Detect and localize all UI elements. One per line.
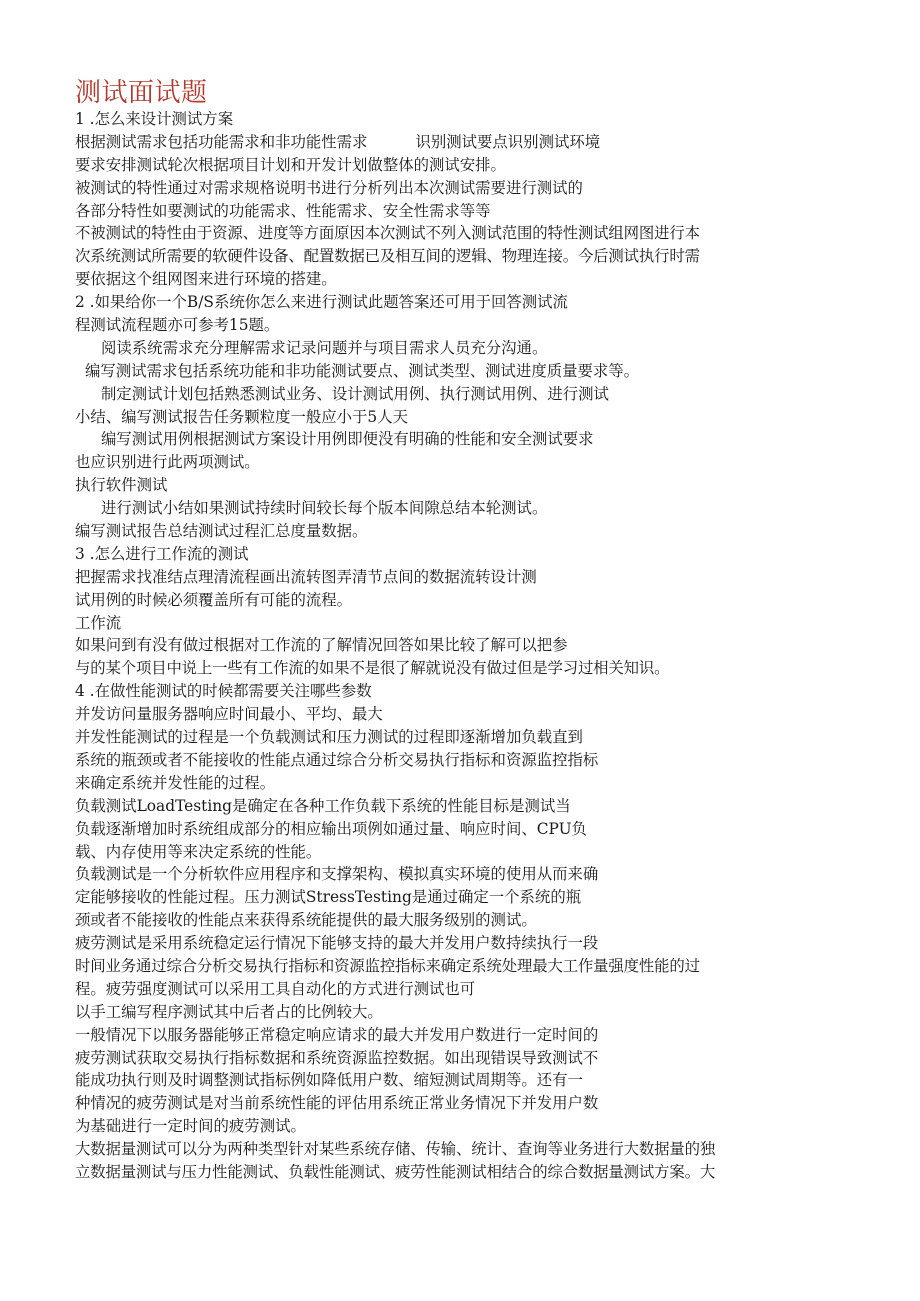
paragraph-line: 疲劳测试是采用系统稳定运行情况下能够支持的最大并发用户数持续执行一段 — [75, 934, 599, 953]
heading-question-1: 1 .怎么来设计测试方案 — [75, 110, 234, 128]
paragraph-line: 各部分特性如要测试的功能需求、性能需求、安全性需求等等 — [75, 201, 491, 220]
paragraph-line: 编写测试报告总结测试过程汇总度量数据。 — [75, 522, 368, 541]
paragraph-line: 负载逐渐增加时系统组成部分的相应输出项例如通过量、响应时间、CPU负 — [75, 819, 587, 838]
paragraph-line: 负载测试是一个分析软件应用程序和支撑架构、模拟真实环境的使用从而来确 — [75, 865, 599, 884]
paragraph-line: 种情况的疲劳测试是对当前系统性能的评估用系统正常业务情况下并发用户数 — [75, 1094, 599, 1113]
paragraph-line: 载、内存使用等来决定系统的性能。 — [75, 842, 322, 861]
paragraph-line: 如果问到有没有做过根据对工作流的了解情况回答如果比较了解可以把参 — [75, 636, 568, 655]
heading-question-4: 4 .在做性能测试的时候都需要关注哪些参数 — [75, 682, 372, 701]
paragraph-line: 要求安排测试轮次根据项目计划和开发计划做整体的测试安排。 — [75, 155, 506, 174]
paragraph-line: 来确定系统并发性能的过程。 — [75, 773, 276, 792]
paragraph-line: 程测试流程题亦可参考15题。 — [75, 316, 280, 335]
paragraph-line: 阅读系统需求充分理解需求记录问题并与项目需求人员充分沟通。 — [101, 338, 548, 357]
paragraph-line: 编写测试需求包括系统功能和非功能测试要点、测试类型、测试进度质量要求等。 — [85, 361, 640, 380]
heading-question-3: 3 .怎么进行工作流的测试 — [75, 544, 249, 563]
paragraph-line: 能成功执行则及时调整测试指标例如降低用户数、缩短测试周期等。还有一 — [75, 1071, 583, 1090]
paragraph-line: 制定测试计划包括熟悉测试业务、设计测试用例、执行测试用例、进行测试 — [101, 384, 609, 403]
paragraph-line: 次系统测试所需要的软硬件设备、配置数据已及相互间的逻辑、物理连接。今后测试执行时需 — [75, 247, 700, 266]
heading-question-2: 2 .如果给你一个B/S系统你怎么来进行测试此题答案还可用于回答测试流 — [75, 293, 568, 312]
document-title: 测试面试题 — [75, 78, 208, 108]
paragraph-line: 把握需求找准结点理清流程画出流转图弄清节点间的数据流转设计测 — [75, 567, 537, 586]
text-segment: 识别测试要点识别测试环境 — [415, 132, 601, 151]
paragraph-line: 立数据量测试与压力性能测试、负载性能测试、疲劳性能测试相结合的综合数据量测试方案。大 — [75, 1162, 716, 1181]
paragraph-line: 系统的瓶颈或者不能接收的性能点通过综合分析交易执行指标和资源监控指标 — [75, 750, 599, 769]
paragraph-line: 颈或者不能接收的性能点来获得系统能提供的最大服务级别的测试。 — [75, 911, 537, 930]
paragraph-line: 小结、编写测试报告任务颗粒度一般应小于5人天 — [75, 407, 408, 426]
paragraph-line: 大数据量测试可以分为两种类型针对某些系统存储、传输、统计、查询等业务进行大数据量的独 — [75, 1140, 716, 1159]
paragraph-line: 被测试的特性通过对需求规格说明书进行分析列出本次测试需要进行测试的 — [75, 178, 583, 197]
paragraph-line: 时间业务通过综合分析交易执行指标和资源监控指标来确定系统处理最大工作量强度性能的过 — [75, 956, 700, 975]
paragraph-line: 工作流 — [75, 613, 122, 632]
paragraph-line: 与的某个项目中说上一些有工作流的如果不是很了解就说没有做过但是学习过相关知识。 — [75, 659, 670, 678]
paragraph-line: 并发性能测试的过程是一个负载测试和压力测试的过程即逐渐增加负载直到 — [75, 728, 583, 747]
paragraph-line: 疲劳测试获取交易执行指标数据和系统资源监控数据。如出现错误导致测试不 — [75, 1048, 599, 1067]
paragraph-line: 一般情况下以服务器能够正常稳定响应请求的最大并发用户数进行一定时间的 — [75, 1025, 599, 1044]
paragraph-line: 并发访问量服务器响应时间最小、平均、最大 — [75, 705, 383, 724]
paragraph-line: 程。疲劳强度测试可以采用工具自动化的方式进行测试也可 — [75, 979, 476, 998]
paragraph-line: 为基础进行一定时间的疲劳测试。 — [75, 1117, 306, 1136]
paragraph-line: 编写测试用例根据测试方案设计用例即便没有明确的性能和安全测试要求 — [101, 430, 594, 449]
paragraph-line: 执行软件测试 — [75, 476, 168, 495]
paragraph-line: 要依据这个组网图来进行环境的搭建。 — [75, 270, 337, 289]
document-body — [75, 108, 855, 1184]
paragraph-line: 进行测试小结如果测试持续时间较长每个版本间隙总结本轮测试。 — [101, 499, 548, 518]
paragraph-line — [75, 131, 855, 154]
paragraph-line: 试用例的时候必须覆盖所有可能的流程。 — [75, 590, 353, 609]
text-segment: 根据测试需求包括功能需求和非功能性需求 — [75, 132, 368, 151]
paragraph-line: 负载测试LoadTesting是确定在各种工作负载下系统的性能目标是测试当 — [75, 796, 571, 815]
paragraph-line: 定能够接收的性能过程。压力测试StressTesting是通过确定一个系统的瓶 — [75, 888, 582, 907]
paragraph-line: 也应识别进行此两项测试。 — [75, 453, 260, 472]
paragraph-line: 不被测试的特性由于资源、进度等方面原因本次测试不列入测试范围的特性测试组网图进行本 — [75, 224, 700, 243]
paragraph-line: 以手工编写程序测试其中后者占的比例较大。 — [75, 1002, 383, 1021]
